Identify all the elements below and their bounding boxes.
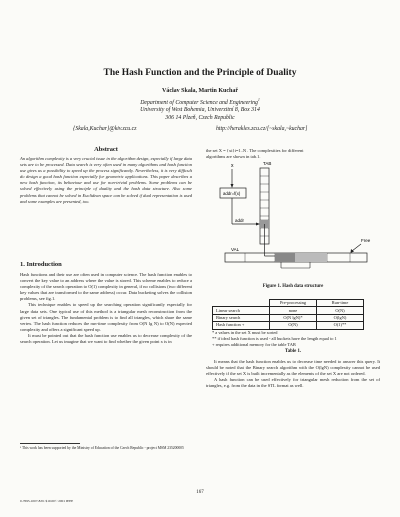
table-note: + requires additional memory for the table TAB — [212, 342, 296, 347]
table-cell: O(N lgN)* — [270, 314, 317, 321]
intro-paragraph-2: This technique enables to speed up the searching operation significantly especially for large data sets. One typical use of this method is a triangular mesh reconstruction from the given set of triangles. The fundamental problem is to find all triangles, which share the same vertex. The hash function reduces the run-time complexity from O(N lg N) to O(N) expected complexity and offers a significant speed up. — [20, 302, 192, 332]
table-cell: O(lgN) — [317, 314, 364, 321]
table-cell: none — [270, 307, 317, 314]
val-filled-segment — [275, 253, 295, 262]
abstract-paragraph: An algorithm complexity is a very crucial issue in the algorithm design, especially if large data sets are to be processed. Data search is very often used in many algorithms and hash function use gives us a possibility to speed up the process significantly. Nevertheless, it is very difficult do design a good hash function especially for geometric applications. This paper describes a new hash function, its behaviour and use for non-trivial problems. Some problems can be solved effectively using the principle of duality and the hash data structure. Also some problems that cannot be solved in Euclidean space can be solved if dual representation is used and some examples are presented, too. — [20, 156, 192, 204]
table-note: ** if ideal hash function is used - all buckets have the length equal to 1 — [212, 336, 337, 341]
footnote: ¹ This work has been supported by the Ministry of Education of the Czech Republic - project MSM 235200005 — [20, 446, 184, 450]
email-address: {Skala,Kuchar}@kiv.zcu.cz — [73, 126, 137, 132]
introduction-heading: 1. Introduction — [20, 261, 62, 268]
table-row — [213, 314, 364, 321]
complexity-table — [212, 299, 364, 330]
intro-paragraph-3: It must be pointed out that the hash function use enables us to decrease complexity of the search operation. Let us imagine that we want to find whether the given point x is in — [20, 332, 192, 345]
table-cell: O(1)** — [317, 322, 364, 329]
table-cell: O(N) — [270, 322, 317, 329]
affiliation — [0, 97, 400, 122]
affiliation-footnote-mark: 1 — [257, 98, 260, 102]
figure-label-tab: TAB — [263, 161, 272, 166]
right-intro-line-1: the set X = {xi}i=1..N . The complexities for different — [206, 148, 304, 153]
homepage-url: http://herakles.zcu.cz/[~skala,~kuchar] — [216, 126, 308, 132]
abstract-text — [20, 156, 192, 205]
page-number: 167 — [196, 490, 204, 495]
table-caption: Table 1. — [284, 349, 302, 354]
body-paragraph-2: A hash function can be used effectively for triangular mesh reduction from the set of triangles, e.g. from the data in the STL format as well. — [206, 377, 380, 389]
hash-structure-figure — [215, 160, 375, 280]
right-intro-line-2: algorithms are shown in tab.1. — [206, 154, 261, 160]
table-note: * a values in the set X must be sorted — [212, 330, 278, 335]
figure-label-addr-function: addr=f(x) — [223, 191, 241, 196]
introduction-text — [20, 272, 192, 345]
abstract-heading: Abstract — [94, 146, 118, 153]
figure-label-free: Free — [361, 238, 371, 243]
isbn-line: 0-7695-1007-8/01 $10.00© 2001 IEEE — [20, 499, 74, 503]
table-cell: Hash function + — [213, 322, 270, 329]
table-cell: Linear search — [213, 307, 270, 314]
free-arrow — [352, 244, 361, 251]
table-notes — [212, 330, 380, 348]
x-arrow-head — [231, 184, 234, 188]
val-filled-segment — [295, 253, 327, 262]
affiliation-line-3: 306 14 Plzeň, Czech Republic — [165, 114, 235, 121]
intro-paragraph-1: Hash functions and their use are often used in computer science. The hash function enables to convert the key value to an address where the value is stored. This scheme enables to reduce a complexity of the search operation to O(1) complexity in general, if no collisions (two different key values that are transformed to the same address) occur. Data bucketing solves the collision problems, see fig.1. — [20, 272, 192, 302]
figure-label-x: x — [231, 163, 234, 169]
table-header-row — [213, 300, 364, 307]
addr-arrow-head — [256, 223, 260, 226]
table-header: Run-time — [317, 300, 364, 307]
figure-label-addr: addr — [235, 218, 245, 223]
table-row — [213, 322, 364, 329]
affiliation-line-1: Department of Computer Science and Engineering — [140, 99, 258, 106]
figure-label-val: VAL — [231, 247, 240, 252]
figure-caption: Figure 1. Hash data structure — [262, 284, 324, 289]
table-header: Pre-processing — [270, 300, 317, 307]
authors: Václav Skala, Martin Kuchař — [162, 88, 238, 94]
table-cell: Binary search — [213, 314, 270, 321]
paper-title: The Hash Function and the Principle of Duality — [103, 68, 297, 78]
body-paragraph-1: It means that the hash function enables us to decrease time needed to answer this query. It should be noted that the Binary search algorithm with the O(lgN) complexity cannot be used effectively if the set X is built incrementally as the elements of the set X are not ordered. — [206, 359, 380, 377]
right-column-intro — [206, 148, 380, 160]
table-cell: O(N) — [317, 307, 364, 314]
right-column-body — [206, 359, 380, 389]
affiliation-line-2: University of West Bohemia, Univerzitní 8, Box 314 — [140, 107, 260, 114]
footnote-rule — [20, 443, 80, 444]
table-row — [213, 307, 364, 314]
